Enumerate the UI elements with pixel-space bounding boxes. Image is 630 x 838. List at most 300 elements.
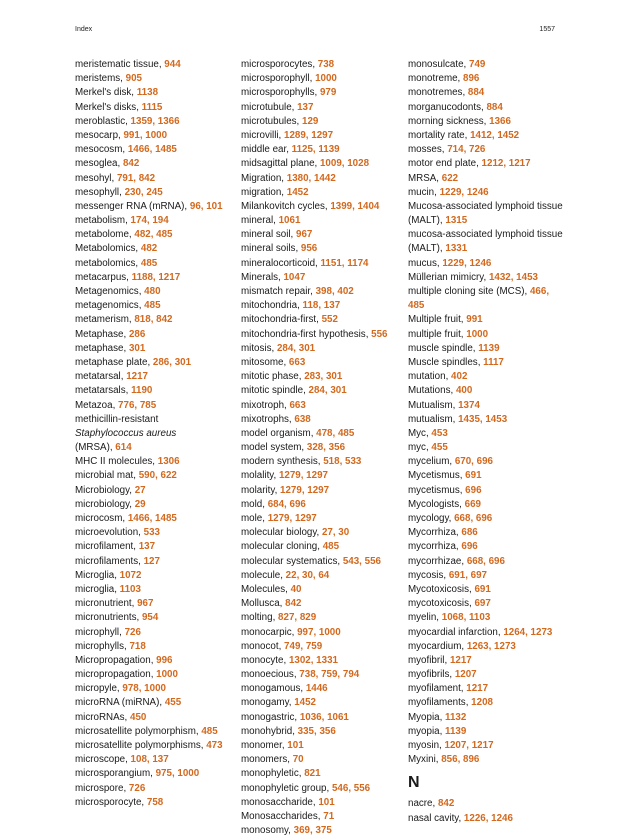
- page-reference: 668, 696: [454, 513, 493, 524]
- index-entry: [241, 285, 401, 299]
- index-entry: [75, 696, 235, 710]
- page-reference: 129: [302, 115, 319, 127]
- index-entry: [408, 498, 568, 512]
- index-entry: [408, 654, 568, 668]
- index-term: Merkel's disks,: [75, 101, 139, 113]
- index-term: microbial mat,: [75, 470, 136, 482]
- index-entry: [75, 725, 235, 739]
- page-reference: 978, 1000: [122, 683, 166, 695]
- page-reference: 1115: [141, 101, 163, 113]
- page-reference: 696: [461, 541, 478, 553]
- index-entry: [408, 469, 568, 483]
- page-reference: 552: [321, 314, 338, 326]
- index-term: micronutrients,: [75, 612, 140, 624]
- page-reference: 956: [300, 243, 318, 255]
- page-reference: 518, 533: [323, 456, 362, 468]
- index-column-2: [241, 58, 401, 838]
- index-term: mesocarp,: [75, 129, 121, 141]
- index-term: mitosome,: [241, 356, 287, 368]
- index-term: metabolism,: [75, 215, 128, 227]
- index-entry: [408, 186, 568, 200]
- index-term: metaphase,: [75, 342, 127, 354]
- index-entry: [75, 640, 235, 654]
- index-term: mutualism,: [408, 413, 456, 425]
- page-reference: 29: [134, 498, 146, 510]
- page-reference: 691: [474, 583, 491, 595]
- index-term: microsporocytes,: [241, 59, 316, 70]
- index-entry: [408, 115, 568, 129]
- page-reference: 284, 301: [308, 385, 347, 397]
- page-reference: 108, 137: [130, 754, 169, 766]
- page-reference: 818, 842: [134, 314, 173, 326]
- index-entry: [241, 611, 401, 625]
- page-reference: 1068, 1103: [441, 612, 491, 624]
- index-entry: [75, 626, 235, 640]
- page-reference: 1452: [286, 186, 309, 198]
- page-reference: 669: [464, 498, 481, 510]
- index-entry: [241, 583, 401, 597]
- index-term: mitochondria-first,: [241, 314, 319, 326]
- index-entry: [75, 285, 235, 299]
- page-reference: 1226, 1246: [463, 812, 513, 824]
- index-entry: [408, 271, 568, 285]
- index-term: mycorrhizae,: [408, 555, 465, 567]
- index-term: Mucosa-associated lymphoid tissue (MALT),: [408, 200, 563, 227]
- index-term: myofibrils,: [408, 669, 453, 681]
- page-reference: 776, 785: [118, 399, 157, 411]
- page-reference: 1446: [305, 683, 328, 695]
- index-term: morning sickness,: [408, 115, 487, 127]
- index-entry: [241, 555, 401, 569]
- page-reference: 726: [124, 626, 141, 638]
- index-entry: [75, 555, 235, 569]
- page-reference: 40: [290, 583, 302, 595]
- index-entry: [408, 682, 568, 696]
- index-entry: [408, 611, 568, 625]
- page-reference: 1289, 1297: [284, 129, 334, 141]
- page-reference: 1117: [483, 356, 504, 368]
- index-entry: [75, 413, 235, 427]
- page-reference: 1412, 1452: [470, 129, 520, 141]
- index-term: mitotic spindle,: [241, 385, 306, 397]
- index-entry: [75, 214, 235, 228]
- index-term: mycorrhiza,: [408, 541, 459, 553]
- index-entry: [75, 455, 235, 469]
- page-reference: 738, 759, 794: [299, 669, 360, 681]
- index-term: Mutualism,: [408, 399, 456, 411]
- page-reference: 691: [465, 470, 482, 482]
- page-reference: 485: [144, 300, 161, 312]
- index-entry: [408, 143, 568, 157]
- index-entry: [408, 668, 568, 682]
- page-reference: 1380, 1442: [286, 172, 336, 184]
- index-term: metacarpus,: [75, 271, 129, 283]
- index-entry: [75, 129, 235, 143]
- index-term: monocyte,: [241, 654, 287, 666]
- page-reference: 684, 696: [267, 498, 306, 510]
- index-term: Mycorrhiza,: [408, 527, 459, 539]
- page-reference: 975, 1000: [155, 768, 200, 780]
- index-term: mixotrophs,: [241, 413, 292, 425]
- index-term: microspore,: [75, 782, 127, 794]
- index-entry: [75, 484, 235, 498]
- index-term: Merkel's disk,: [75, 87, 135, 99]
- page-reference: 944: [164, 59, 181, 70]
- page-reference: 1190: [131, 385, 153, 397]
- index-term: monocot,: [241, 640, 282, 652]
- index-term: metatarsals,: [75, 385, 129, 397]
- index-entry: [408, 569, 568, 583]
- page-reference: 1315: [445, 215, 468, 227]
- page-reference: 1279, 1297: [267, 513, 317, 524]
- index-term: middle ear,: [241, 144, 289, 156]
- index-term: nacre,: [408, 798, 436, 810]
- index-entry: [75, 370, 235, 384]
- index-term: Monosaccharides,: [241, 810, 321, 822]
- index-entry: [241, 328, 401, 342]
- page-reference: 485: [201, 725, 218, 737]
- page-reference: 101: [318, 796, 335, 808]
- page-reference: 328, 356: [306, 442, 346, 454]
- index-term: monotreme,: [408, 73, 461, 85]
- page-reference: 455: [164, 697, 182, 709]
- index-entry: [408, 129, 568, 143]
- index-term: micropyle,: [75, 683, 120, 695]
- index-term: microsporangium,: [75, 768, 153, 780]
- page-reference: 70: [292, 754, 304, 766]
- index-entry: [75, 342, 235, 356]
- index-term: microcosm,: [75, 513, 126, 524]
- page-reference: 485: [140, 257, 158, 269]
- page-reference: 27, 30: [321, 527, 350, 539]
- page-reference: 726: [128, 782, 146, 794]
- index-term: muscle spindle,: [408, 342, 476, 354]
- page-reference: 1000: [156, 669, 178, 681]
- index-entry: [75, 242, 235, 256]
- index-entry: [241, 299, 401, 313]
- index-entry: [75, 313, 235, 327]
- page-reference: 455: [431, 442, 448, 454]
- index-term: Metazoa,: [75, 399, 116, 411]
- index-column-3: [408, 58, 568, 826]
- page-reference: 590, 622: [138, 470, 177, 482]
- index-term: monotremes,: [408, 87, 466, 99]
- page-reference: 905: [125, 73, 142, 85]
- page-reference: 967: [137, 598, 154, 610]
- index-entry: [408, 484, 568, 498]
- index-entry: [241, 512, 401, 526]
- index-entry: [241, 143, 401, 157]
- index-entry: [75, 143, 235, 157]
- index-term: mismatch repair,: [241, 286, 313, 297]
- page-reference: 954: [141, 612, 159, 624]
- index-term: multiple fruit,: [408, 328, 464, 340]
- index-entry: [408, 540, 568, 554]
- index-entry: [75, 611, 235, 625]
- page-reference: 284, 301: [276, 342, 316, 354]
- index-term: microbiology,: [75, 498, 132, 510]
- index-entry: [241, 342, 401, 356]
- index-term: methicillin-resistant: [75, 413, 159, 425]
- page-reference: 842: [437, 798, 455, 810]
- page-reference: 1047: [283, 271, 306, 283]
- index-term: mineral soil,: [241, 229, 294, 241]
- index-entry: [241, 115, 401, 129]
- index-entry: [408, 328, 568, 342]
- index-term: mycetismus,: [408, 484, 463, 496]
- page-reference: 791, 842: [116, 172, 156, 184]
- section-n-entries: [408, 797, 568, 825]
- index-entry: [241, 725, 401, 739]
- index-term: Minerals,: [241, 271, 281, 283]
- index-entry: [75, 767, 235, 781]
- page-reference: 96, 101: [189, 200, 223, 212]
- index-term: monoecious,: [241, 669, 297, 681]
- index-entry: [241, 101, 401, 115]
- index-entry: [408, 555, 568, 569]
- index-entry: [241, 214, 401, 228]
- index-entry: [75, 115, 235, 129]
- page-reference: 1061: [278, 215, 301, 227]
- index-term: molecular systematics,: [241, 555, 341, 567]
- index-term: mycotoxicosis,: [408, 598, 472, 610]
- index-entry: [241, 441, 401, 455]
- index-entry: [241, 597, 401, 611]
- index-term: myofibril,: [408, 654, 448, 666]
- index-term: monocarpic,: [241, 626, 295, 638]
- index-entry: [75, 526, 235, 540]
- index-term: mold,: [241, 498, 265, 510]
- index-term: microscope,: [75, 754, 128, 766]
- index-entry: [241, 370, 401, 384]
- index-entry: [241, 72, 401, 86]
- index-term: Muscle spindles,: [408, 356, 481, 368]
- index-entry: [241, 172, 401, 186]
- index-entry: [75, 328, 235, 342]
- page-reference: 1188, 1217: [131, 271, 181, 283]
- page-reference: 402: [451, 371, 468, 383]
- index-term: microphylls,: [75, 640, 127, 652]
- page-reference: 335, 356: [297, 725, 336, 737]
- page-reference: 1212, 1217: [481, 158, 531, 170]
- page-reference: 71: [323, 810, 335, 822]
- index-term: mesoglea,: [75, 158, 121, 170]
- index-term: Multiple fruit,: [408, 314, 464, 326]
- index-term: mosses,: [408, 144, 445, 156]
- page-reference: 991, 1000: [123, 129, 168, 141]
- page-reference: 842: [285, 598, 302, 610]
- index-entry: [408, 86, 568, 100]
- index-entry: [241, 228, 401, 242]
- page-reference: 174, 194: [130, 215, 169, 227]
- page-reference: 668, 696: [466, 555, 505, 567]
- index-entry: [408, 413, 568, 427]
- index-entry: [408, 441, 568, 455]
- index-entry: [408, 313, 568, 327]
- index-term: micronutrient,: [75, 598, 135, 610]
- index-entry: [241, 654, 401, 668]
- index-term: microfilament,: [75, 541, 136, 553]
- page-reference: 485: [322, 541, 340, 553]
- index-entry: [241, 796, 401, 810]
- page-reference: 556: [371, 328, 388, 340]
- index-entry: [241, 469, 401, 483]
- index-entry: [408, 455, 568, 469]
- index-term: Micropropagation,: [75, 654, 154, 666]
- page-reference: 967: [296, 229, 313, 241]
- index-term: Myopia,: [408, 711, 443, 723]
- index-term: metagenomics,: [75, 300, 142, 312]
- page-reference: 622: [441, 172, 459, 184]
- index-term: meroblastic,: [75, 115, 128, 127]
- index-term: mucin,: [408, 186, 437, 198]
- page-reference: 1466, 1485: [127, 144, 177, 156]
- page-reference: 1009, 1028: [319, 158, 370, 170]
- index-term: mutation,: [408, 371, 449, 383]
- index-entry: [241, 242, 401, 256]
- index-term: monomer,: [241, 740, 285, 751]
- index-term: Molecules,: [241, 583, 288, 595]
- index-term: mycology,: [408, 513, 452, 524]
- index-entry: [408, 626, 568, 640]
- page-reference: 691, 697: [448, 569, 487, 581]
- page-number: 1557: [539, 26, 555, 33]
- page-reference: 1217: [466, 683, 489, 695]
- index-entry: [408, 58, 568, 72]
- index-entry: [241, 257, 401, 271]
- index-term: monohybrid,: [241, 725, 295, 737]
- index-term: midsagittal plane,: [241, 158, 318, 170]
- page-reference: 400: [455, 385, 473, 397]
- index-entry: [75, 782, 235, 796]
- page-reference: 101: [287, 740, 304, 751]
- page-reference: 821: [304, 768, 321, 780]
- index-term: molecular cloning,: [241, 541, 320, 553]
- page-reference: 758: [146, 796, 164, 808]
- index-term: meristematic tissue,: [75, 59, 162, 70]
- index-entry: [408, 200, 568, 228]
- page-reference: 127: [143, 555, 160, 567]
- index-term: mesophyll,: [75, 186, 122, 198]
- index-entry: [75, 72, 235, 86]
- page-reference: 369, 375: [293, 825, 332, 837]
- page-reference: 137: [138, 541, 156, 553]
- index-entry: [75, 668, 235, 682]
- index-entry: [241, 640, 401, 654]
- index-entry: [241, 569, 401, 583]
- index-term: mitosis,: [241, 342, 275, 354]
- index-entry: [75, 228, 235, 242]
- page-reference: 1138: [136, 87, 159, 99]
- index-term: MHC II molecules,: [75, 456, 156, 468]
- index-term: Metagenomics,: [75, 286, 142, 297]
- index-term: monosomy,: [241, 825, 291, 837]
- index-entry: [408, 711, 568, 725]
- index-entry: [408, 257, 568, 271]
- index-term: Mycologists,: [408, 498, 462, 510]
- index-entry: [408, 370, 568, 384]
- page-reference: 856, 896: [441, 754, 480, 766]
- page-reference: 979: [319, 87, 337, 99]
- index-column-3-entries: [408, 58, 568, 767]
- index-entry: [241, 356, 401, 370]
- page-reference: 696: [465, 484, 482, 496]
- page-reference: 478, 485: [316, 427, 355, 439]
- index-entry: [75, 399, 235, 413]
- index-term: mesohyl,: [75, 172, 115, 184]
- index-term: Metaphase,: [75, 328, 127, 340]
- page-reference: 466, 485: [408, 286, 550, 312]
- index-entry: [241, 399, 401, 413]
- index-term: mineralocorticoid,: [241, 257, 318, 269]
- index-term: mineral,: [241, 215, 276, 227]
- index-entry: [241, 413, 401, 427]
- index-entry: [241, 200, 401, 214]
- index-entry: [408, 399, 568, 413]
- page-reference: 1359, 1366: [130, 115, 180, 127]
- page-reference: 738: [317, 59, 335, 70]
- page-reference: 1432, 1453: [488, 271, 538, 283]
- index-term: micropropagation,: [75, 669, 154, 681]
- index-entry: [408, 72, 568, 86]
- index-term: molecule,: [241, 569, 283, 581]
- page-reference: 1279, 1297: [278, 470, 328, 482]
- index-term: myocardial infarction,: [408, 626, 501, 638]
- index-entry: [241, 668, 401, 682]
- page-reference: 1125, 1139: [291, 144, 340, 156]
- page-reference: 1466, 1485: [127, 513, 177, 524]
- page-reference: 1207, 1217: [444, 740, 494, 751]
- page-reference: 1229, 1246: [442, 257, 492, 269]
- page-reference: 27: [134, 484, 146, 496]
- page-reference: 1374: [458, 399, 480, 411]
- page-reference: 543, 556: [342, 555, 381, 567]
- index-entry: [75, 427, 235, 441]
- section-heading-n: N: [408, 774, 420, 792]
- index-entry: [75, 512, 235, 526]
- index-entry: [408, 228, 568, 256]
- index-entry: [75, 796, 235, 810]
- index-term: monophyletic,: [241, 768, 302, 780]
- page-reference: 473: [206, 740, 223, 751]
- page-reference: 1000: [466, 328, 489, 340]
- page-reference: 827, 829: [278, 612, 317, 624]
- index-entry: [408, 739, 568, 753]
- index-entry: [241, 427, 401, 441]
- page-reference: 450: [130, 711, 147, 723]
- index-term: microsporophylls,: [241, 87, 318, 99]
- index-term: microsatellite polymorphism,: [75, 725, 199, 737]
- index-term: microglia,: [75, 583, 117, 595]
- page-reference: 884: [467, 87, 485, 99]
- index-term: myelin,: [408, 612, 440, 624]
- index-term: model system,: [241, 442, 305, 454]
- page-reference: 22, 30, 64: [285, 569, 330, 581]
- index-entry: [241, 767, 401, 781]
- index-term: myosin,: [408, 740, 442, 751]
- index-entry: [408, 342, 568, 356]
- page-reference: 480: [144, 286, 161, 297]
- page-reference: 663: [289, 399, 306, 411]
- page-reference: 1139: [478, 342, 500, 354]
- index-term: monosaccharide,: [241, 796, 316, 808]
- index-term: mixotroph,: [241, 399, 287, 411]
- index-entry: [75, 469, 235, 483]
- index-entry: [75, 739, 235, 753]
- page-reference: 286: [128, 328, 146, 340]
- index-term: mitotic phase,: [241, 371, 302, 383]
- index-entry: [241, 186, 401, 200]
